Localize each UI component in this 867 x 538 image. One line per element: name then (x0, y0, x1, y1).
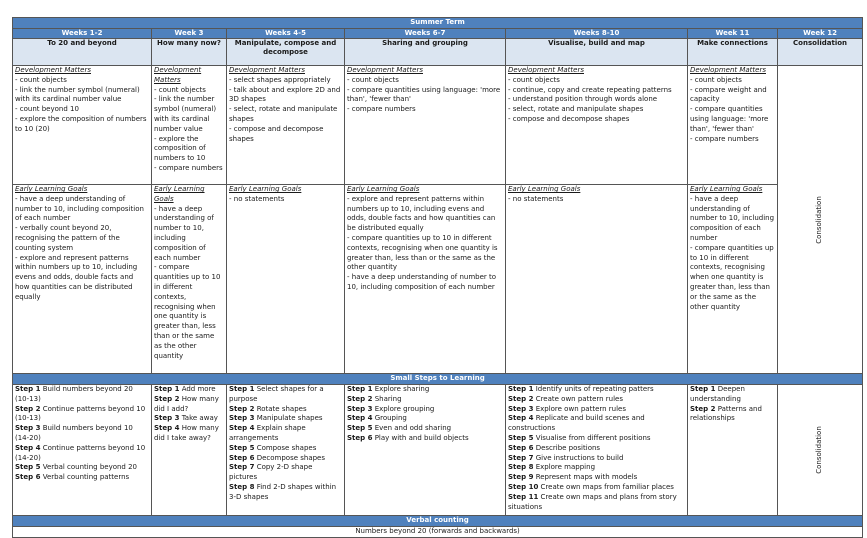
step-item: Step 7 Copy 2-D shape pictures (229, 463, 313, 482)
verbal-counting-text: Numbers beyond 20 (forwards and backwards) (13, 527, 863, 538)
verbal-counting-header: Verbal counting (13, 516, 863, 527)
step-item: Step 6 Describe positions (508, 443, 601, 452)
statement-item: - compare numbers (154, 163, 223, 172)
steps-cell (152, 385, 227, 516)
step-item: Step 2 Continue patterns beyond 10 (10-13) (15, 404, 146, 423)
step-item: Step 1 Select shapes for a purpose (229, 385, 324, 403)
step-item: Step 6 Play with and build objects (347, 433, 469, 442)
step-item: Step 9 Represent maps with models (508, 473, 638, 482)
statement-item: - talk about and explore 2D and 3D shapes (229, 85, 341, 104)
dm-cell (227, 66, 345, 185)
statement-item: - compare numbers (347, 105, 416, 114)
step-item: Step 5 Even and odd sharing (347, 424, 452, 433)
step-item: Step 4 Grouping (347, 414, 407, 423)
statement-item: - verbally count beyond 20, recognising the pattern of the counting system (15, 224, 120, 252)
statement-item: - have a deep understanding of number to 10, including composition of each number (690, 194, 775, 242)
statement-item: - no statements (229, 194, 285, 203)
unit-title: Make connections (688, 39, 778, 66)
statement-item: - count objects (508, 75, 560, 84)
development-matters-heading: Development Matters (15, 66, 91, 74)
statement-item: - compare numbers (690, 134, 759, 143)
unit-title: To 20 and beyond (13, 39, 152, 66)
step-item: Step 1 Identify units of repeating patters (508, 385, 654, 393)
statement-item: - compare weight and capacity (690, 85, 767, 104)
unit-title: Visualise, build and map (506, 39, 688, 66)
statement-item: - compare quantities up to 10 in different contexts, recognising when one quantity is greater than, less than or the same as the other quantity (154, 263, 221, 360)
statement-item: - select, rotate and manipulate shapes (229, 105, 338, 123)
step-item: Step 4 How many did I take away? (154, 424, 219, 442)
step-item: Step 3 Manipulate shapes (229, 414, 323, 423)
step-item: Step 2 Rotate shapes (229, 404, 307, 413)
small-steps-header: Small Steps to Learning (13, 374, 863, 385)
step-item: Step 1 Add more (154, 385, 216, 393)
statement-item: - compose and decompose shapes (508, 114, 630, 123)
statement-item: - continue, copy and create repeating patterns (508, 85, 672, 94)
consolidation-cell (778, 66, 863, 374)
development-matters-heading: Development Matters (347, 66, 423, 74)
step-item: Step 11 Create own maps and plans from story situations (508, 492, 677, 511)
step-item: Step 2 How many did I add? (154, 394, 219, 413)
dm-cell (152, 66, 227, 185)
elg-cell (345, 185, 506, 374)
step-item: Step 5 Visualise from different positions (508, 433, 651, 442)
consolidation-steps-cell (778, 385, 863, 516)
statement-item: - compare quantities up to 10 in different contexts, recognising when one quantity is greater than, less than or the same as the other quantity (347, 233, 498, 272)
statement-item: - count beyond 10 (15, 105, 79, 114)
dm-cell (13, 66, 152, 185)
unit-title: Consolidation (778, 39, 863, 66)
step-item: Step 4 Explain shape arrangements (229, 424, 306, 442)
early-learning-goals-heading: Early Learning Goals (154, 185, 205, 203)
steps-cell (13, 385, 152, 516)
statement-item: - link the number symbol (numeral) with its cardinal number value (15, 85, 140, 104)
early-learning-goals-heading: Early Learning Goals (347, 185, 420, 193)
step-item: Step 1 Explore sharing (347, 385, 430, 393)
summer-term-plan-table (12, 17, 863, 538)
statement-item: - explore and represent patterns within numbers up to 10, including evens and odds, double facts and how quantities can be distributed equally (347, 194, 496, 233)
step-item: Step 3 Take away (154, 414, 218, 423)
early-learning-goals-heading: Early Learning Goals (508, 185, 581, 193)
weeks-cell: Weeks 6-7 (345, 29, 506, 39)
elg-cell (506, 185, 688, 374)
weeks-cell: Week 3 (152, 29, 227, 39)
statement-item: - select shapes appropriately (229, 75, 331, 84)
step-item: Step 3 Explore own pattern rules (508, 404, 627, 413)
step-item: Step 2 Create own pattern rules (508, 394, 624, 403)
unit-title: Sharing and grouping (345, 39, 506, 66)
step-item: Step 4 Replicate and build scenes and constructions (508, 414, 645, 433)
step-item: Step 3 Explore grouping (347, 404, 435, 413)
steps-cell (506, 385, 688, 516)
steps-cell (688, 385, 778, 516)
early-learning-goals-heading: Early Learning Goals (690, 185, 763, 193)
statement-item: - have a deep understanding of number to 10, including composition of each number (347, 273, 497, 291)
step-item: Step 4 Continue patterns beyond 10 (14-20) (15, 443, 146, 462)
step-item: Step 6 Decompose shapes (229, 453, 326, 462)
weeks-cell: Week 12 (778, 29, 863, 39)
early-learning-goals-row (13, 185, 863, 374)
dm-cell (506, 66, 688, 185)
statement-item: - compare quantities using language: 'more than', 'fewer than' (690, 105, 769, 133)
dm-cell (688, 66, 778, 185)
statement-item: - count objects (154, 85, 206, 94)
consolidation-steps-label: Consolidation (815, 426, 824, 474)
statement-item: - compare quantities up to 10 in different contexts, recognising when one quantity is greater than, less than or the same as the other quantity (690, 243, 774, 311)
weeks-row (13, 29, 863, 39)
elg-cell (152, 185, 227, 374)
step-item: Step 8 Find 2-D shapes within 3-D shapes (229, 482, 337, 501)
statement-item: - have a deep understanding of number to 10, including composition of each number (15, 194, 144, 223)
statement-item: - explore and represent patterns within numbers up to 10, including evens and odds, double facts and how quantities can be distributed equally (15, 253, 138, 301)
statement-item: - explore the composition of numbers to 10 (20) (15, 114, 147, 133)
elg-cell (688, 185, 778, 374)
unit-titles-row (13, 39, 863, 66)
step-item: Step 1 Build numbers beyond 20 (10-13) (15, 385, 133, 403)
weeks-cell: Weeks 4-5 (227, 29, 345, 39)
consolidation-vertical-label: Consolidation (815, 195, 824, 244)
development-matters-heading: Development Matters (154, 66, 202, 84)
statement-item: - count objects (347, 75, 399, 84)
elg-cell (227, 185, 345, 374)
steps-cell (345, 385, 506, 516)
early-learning-goals-heading: Early Learning Goals (15, 185, 88, 193)
development-matters-row (13, 66, 863, 185)
dm-cell (345, 66, 506, 185)
step-item: Step 6 Verbal counting patterns (15, 473, 130, 482)
small-steps-row (13, 385, 863, 516)
statement-item: - compare quantities using language: 'more than', 'fewer than' (347, 85, 501, 104)
step-item: Step 1 Deepen understanding (690, 385, 745, 403)
step-item: Step 7 Give instructions to build (508, 453, 624, 462)
step-item: Step 10 Create own maps from familiar places (508, 482, 674, 491)
step-item: Step 5 Compose shapes (229, 443, 317, 452)
statement-item: - have a deep understanding of number to 10, including composition of each number (154, 204, 214, 262)
development-matters-heading: Development Matters (690, 66, 766, 74)
step-item: Step 2 Sharing (347, 394, 402, 403)
statement-item: - compose and decompose shapes (229, 124, 324, 143)
step-item: Step 3 Build numbers beyond 10 (14-20) (15, 424, 133, 442)
step-item: Step 5 Verbal counting beyond 20 (15, 463, 138, 472)
weeks-cell: Weeks 1-2 (13, 29, 152, 39)
steps-cell (227, 385, 345, 516)
weeks-cell: Week 11 (688, 29, 778, 39)
statement-item: - link the number symbol (numeral) with its cardinal number value (154, 95, 217, 133)
unit-title: Manipulate, compose and decompose (227, 39, 345, 66)
statement-item: - count objects (690, 75, 742, 84)
statement-item: - explore the composition of numbers to 10 (154, 134, 206, 163)
term-title: Summer Term (13, 18, 863, 29)
elg-cell (13, 185, 152, 374)
unit-title: How many now? (152, 39, 227, 66)
weeks-cell: Weeks 8-10 (506, 29, 688, 39)
statement-item: - understand position through words alone (508, 95, 658, 104)
development-matters-heading: Development Matters (229, 66, 305, 74)
statement-item: - count objects (15, 75, 67, 84)
development-matters-heading: Development Matters (508, 66, 584, 74)
statement-item: - no statements (508, 194, 564, 203)
statement-item: - select, rotate and manipulate shapes (508, 105, 644, 114)
early-learning-goals-heading: Early Learning Goals (229, 185, 302, 193)
step-item: Step 8 Explore mapping (508, 463, 596, 472)
step-item: Step 2 Patterns and relationships (690, 404, 762, 423)
